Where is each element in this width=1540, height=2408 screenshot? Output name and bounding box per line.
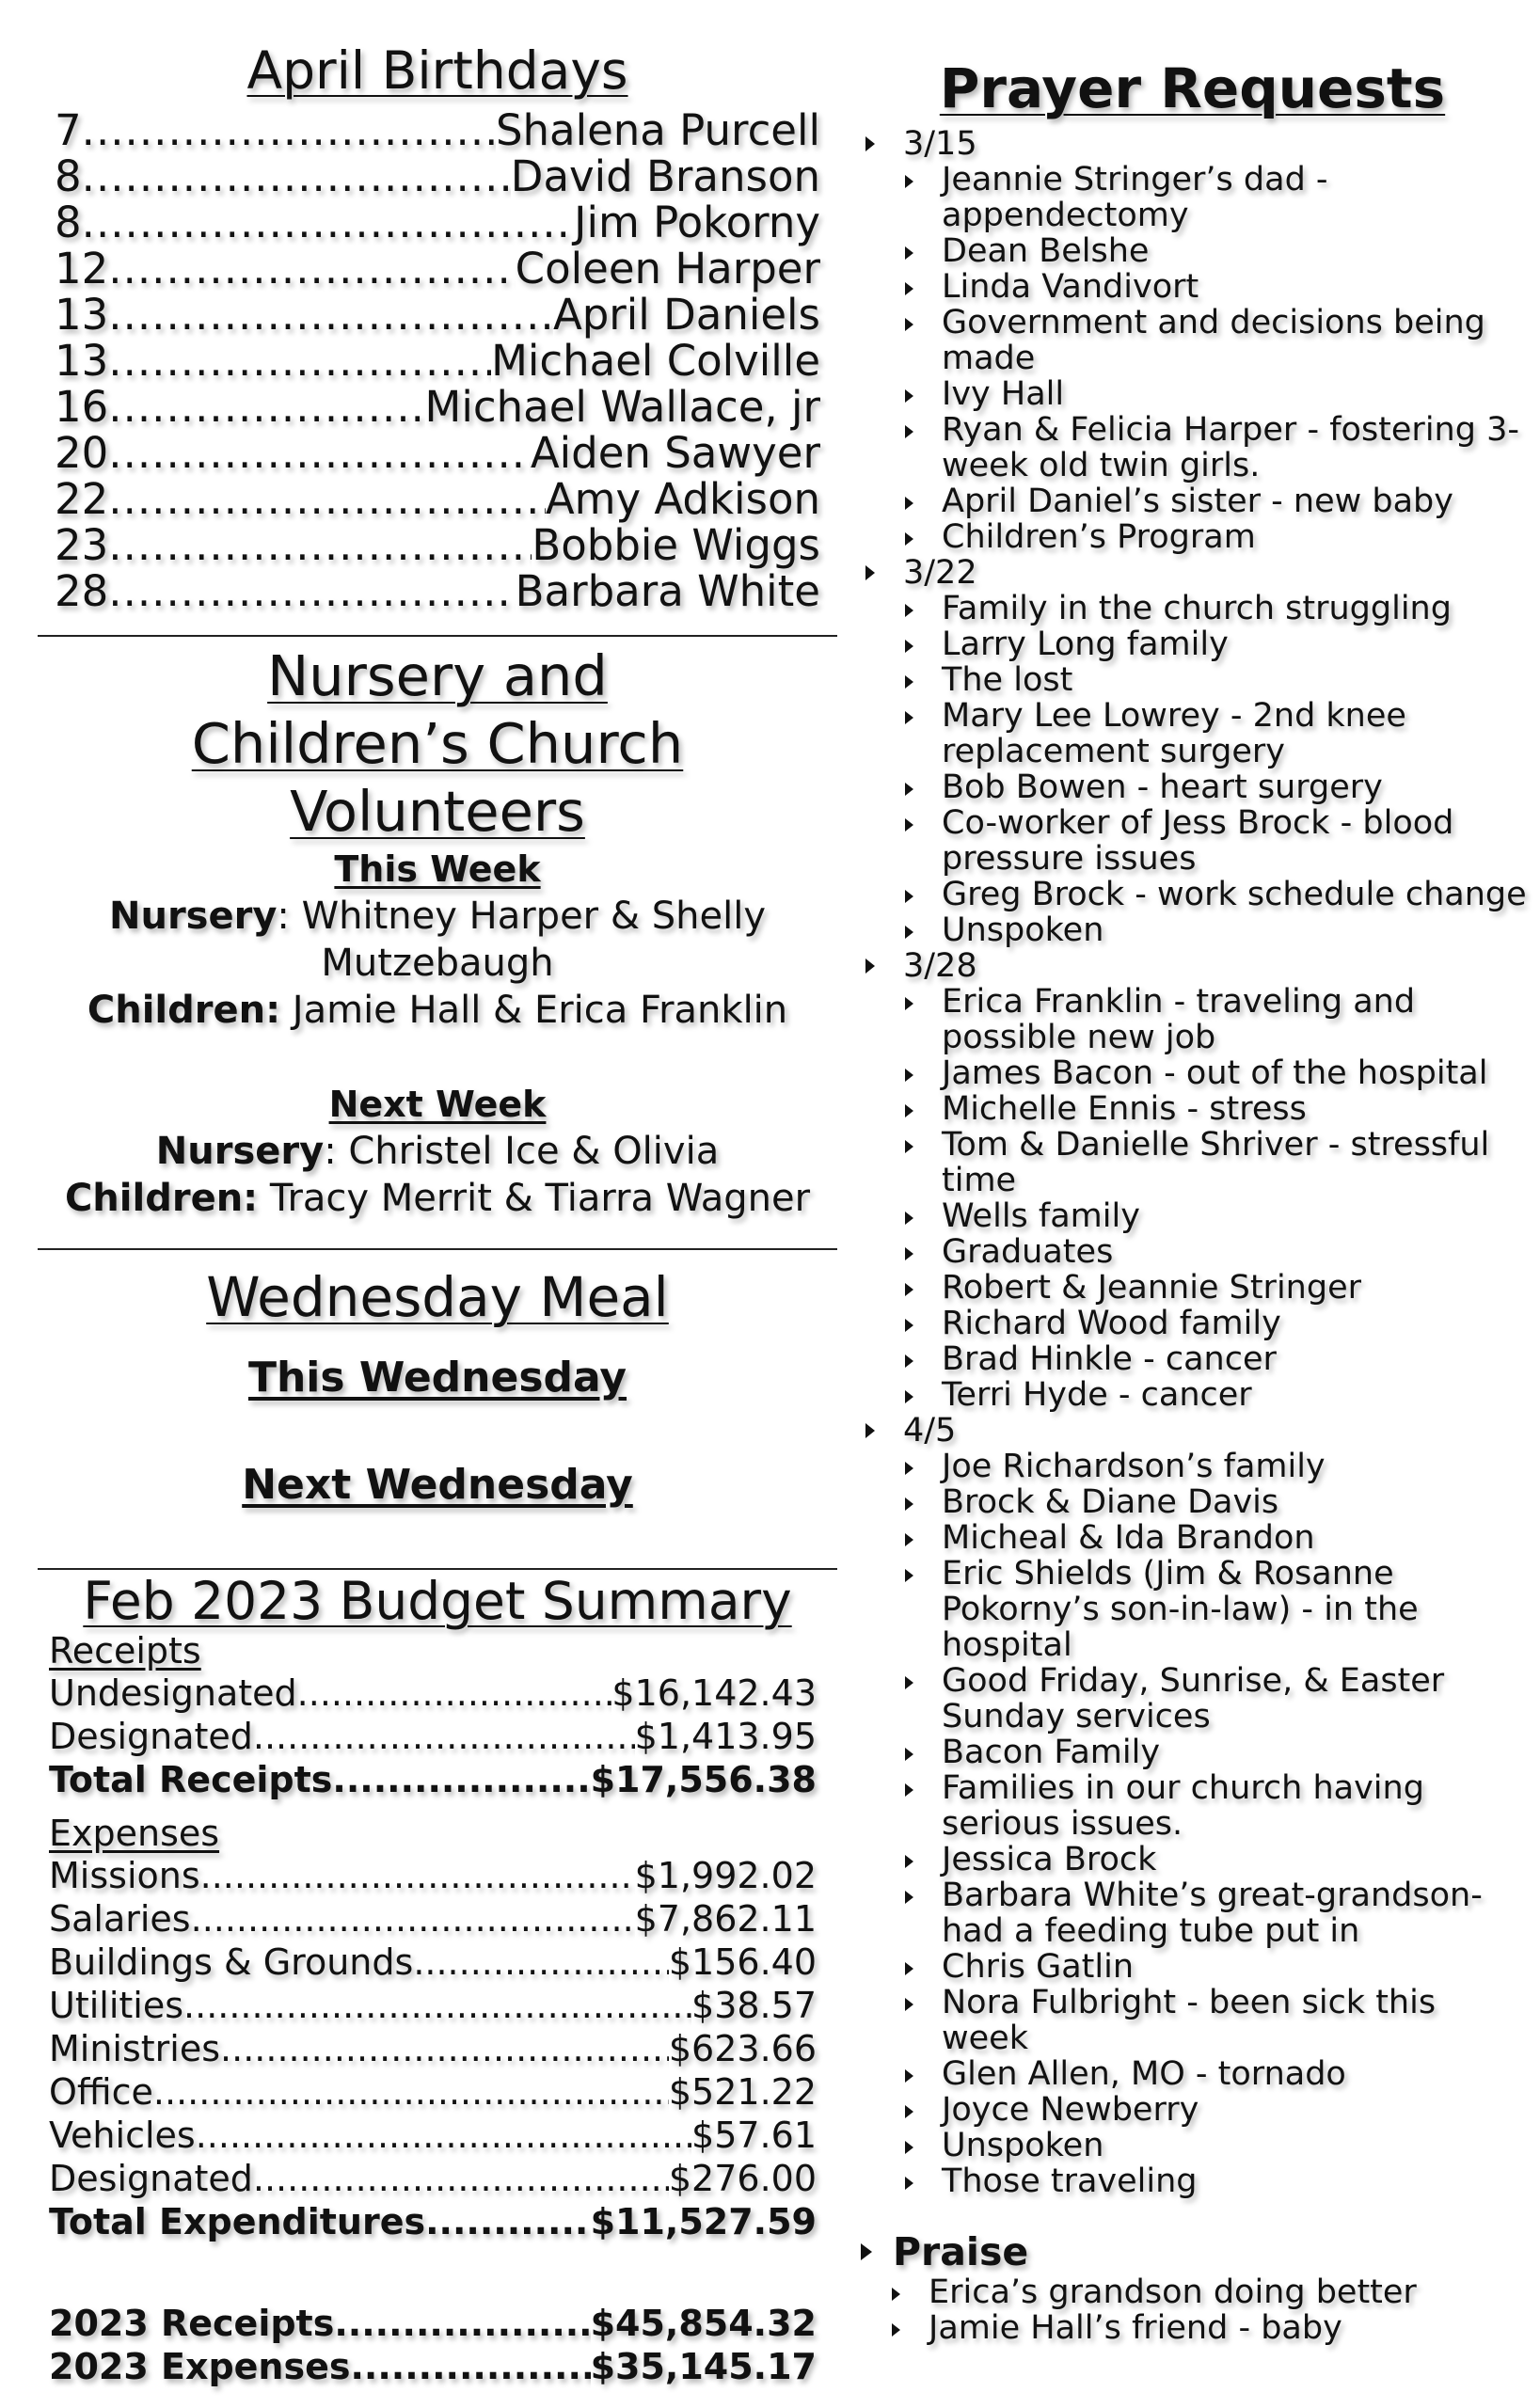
prayer-item bbox=[905, 1735, 1529, 1770]
row-label: Salaries bbox=[49, 1898, 191, 1940]
birthday-row bbox=[55, 430, 820, 476]
budget-table bbox=[38, 1630, 837, 2388]
this-week-children bbox=[38, 987, 837, 1034]
prayer-date-label: 3/28 bbox=[903, 947, 977, 985]
praise-item-text: Erica’s grandson doing better bbox=[929, 2273, 1417, 2311]
birthday-name: April Daniels bbox=[552, 290, 820, 340]
row-amount: $57.61 bbox=[691, 2115, 817, 2156]
birthday-day: 13 bbox=[55, 336, 109, 386]
prayer-list bbox=[856, 126, 1529, 2199]
birthday-name: Bobbie Wiggs bbox=[532, 520, 820, 570]
prayer-item bbox=[905, 662, 1529, 698]
prayer-item bbox=[905, 1377, 1529, 1413]
prayer-item bbox=[905, 412, 1529, 483]
total-expenditures-row bbox=[49, 2200, 817, 2243]
bullet-arrow-icon bbox=[905, 1104, 913, 1117]
children-label: Children: bbox=[64, 1177, 259, 1220]
dot-leader bbox=[82, 107, 496, 153]
bullet-arrow-icon bbox=[905, 2105, 913, 2118]
bullet-arrow-icon bbox=[905, 1998, 913, 2011]
prayer-item bbox=[905, 1091, 1529, 1127]
budget-section bbox=[38, 1570, 837, 2388]
expense-row bbox=[49, 1941, 817, 1984]
bullet-arrow-icon bbox=[905, 1748, 913, 1761]
row-amount: $45,854.32 bbox=[590, 2303, 817, 2344]
bullet-arrow-icon bbox=[865, 1423, 875, 1438]
bullet-arrow-icon bbox=[905, 783, 913, 796]
dot-leader bbox=[153, 2070, 669, 2114]
birthday-day: 16 bbox=[55, 382, 109, 432]
prayer-date-label: 3/22 bbox=[903, 554, 977, 592]
dot-leader bbox=[82, 199, 575, 246]
prayer-date bbox=[865, 126, 1529, 162]
row-amount: $623.66 bbox=[668, 2028, 817, 2069]
prayer-item bbox=[905, 912, 1529, 948]
dot-leader bbox=[108, 430, 531, 476]
row-label: Missions bbox=[49, 1855, 200, 1896]
birthday-row bbox=[55, 292, 820, 338]
dot-leader bbox=[253, 1715, 635, 1758]
row-amount: $276.00 bbox=[668, 2158, 817, 2199]
birthday-day: 8 bbox=[55, 198, 82, 247]
receipts-heading: Receipts bbox=[49, 1630, 201, 1671]
row-label: 2023 Receipts bbox=[49, 2303, 335, 2344]
receipt-row bbox=[49, 1715, 817, 1758]
prayer-item bbox=[905, 2056, 1529, 2092]
bullet-arrow-icon bbox=[905, 318, 913, 331]
bullet-arrow-icon bbox=[905, 1140, 913, 1153]
prayer-item bbox=[905, 698, 1529, 769]
birthdays-title: April Birthdays bbox=[246, 40, 628, 101]
birthday-row bbox=[55, 568, 820, 614]
row-amount: $156.40 bbox=[668, 1941, 817, 1983]
prayer-item bbox=[905, 591, 1529, 626]
birthday-row bbox=[55, 384, 820, 430]
prayer-item bbox=[905, 805, 1529, 877]
dot-leader bbox=[196, 2114, 691, 2157]
volunteers-section bbox=[38, 637, 837, 1222]
dot-leader bbox=[200, 1854, 635, 1897]
birthday-day: 8 bbox=[55, 151, 82, 201]
expense-row bbox=[49, 2070, 817, 2114]
prayer-item bbox=[905, 1556, 1529, 1663]
birthday-name: Amy Adkison bbox=[545, 474, 820, 524]
prayer-item-text: Chris Gatlin bbox=[942, 1948, 1135, 1986]
bullet-arrow-icon bbox=[905, 926, 913, 939]
prayer-item-text: Government and decisions being made bbox=[942, 304, 1485, 377]
bullet-arrow-icon bbox=[905, 2177, 913, 2190]
prayer-requests-title: Prayer Requests bbox=[939, 56, 1446, 120]
prayer-item bbox=[905, 519, 1529, 555]
prayer-item-text: Good Friday, Sunrise, & Easter Sunday services bbox=[942, 1662, 1445, 1735]
dot-leader bbox=[253, 2157, 669, 2200]
row-label: Ministries bbox=[49, 2028, 221, 2069]
bullet-arrow-icon bbox=[892, 2288, 900, 2301]
prayer-item-text: Glen Allen, MO - tornado bbox=[942, 2055, 1346, 2093]
birthday-list bbox=[38, 107, 837, 614]
prayer-requests-section bbox=[856, 55, 1529, 2199]
dot-leader bbox=[191, 1897, 635, 1941]
row-label: Total Receipts bbox=[49, 1759, 333, 1800]
prayer-item-text: Robert & Jeannie Stringer bbox=[942, 1269, 1361, 1307]
expenses-heading: Expenses bbox=[49, 1813, 220, 1854]
bullet-arrow-icon bbox=[905, 1390, 913, 1403]
row-label: Designated bbox=[49, 2158, 253, 2199]
row-amount: $1,992.02 bbox=[634, 1855, 817, 1896]
prayer-item-text: Bacon Family bbox=[942, 1734, 1161, 1771]
wednesday-meal-title: Wednesday Meal bbox=[206, 1265, 669, 1329]
this-wednesday-heading: This Wednesday bbox=[247, 1354, 627, 1402]
dot-leader bbox=[108, 338, 491, 384]
row-label: Buildings & Grounds bbox=[49, 1941, 414, 1983]
expense-row bbox=[49, 1984, 817, 2027]
prayer-item-text: Mary Lee Lowrey - 2nd knee replacement surgery bbox=[942, 697, 1406, 770]
prayer-item-text: Micheal & Ida Brandon bbox=[942, 1519, 1315, 1557]
birthday-row bbox=[55, 246, 820, 292]
prayer-item-text: The lost bbox=[942, 661, 1073, 699]
row-label: Total Expenditures bbox=[49, 2201, 426, 2242]
birthday-name: Michael Colville bbox=[491, 336, 820, 386]
children-names: Tracy Merrit & Tiarra Wagner bbox=[258, 1177, 811, 1220]
bullet-arrow-icon bbox=[905, 389, 913, 403]
children-label: Children: bbox=[87, 989, 281, 1032]
wednesday-meal-section bbox=[38, 1250, 837, 1512]
prayer-item bbox=[905, 305, 1529, 376]
row-amount: $7,862.11 bbox=[634, 1898, 817, 1940]
prayer-item-text: Michelle Ennis - stress bbox=[942, 1090, 1307, 1128]
prayer-item bbox=[905, 376, 1529, 412]
dot-leader bbox=[297, 1671, 612, 1715]
birthday-name: Aiden Sawyer bbox=[530, 428, 820, 478]
prayer-item-text: Ivy Hall bbox=[942, 375, 1065, 413]
prayer-item bbox=[905, 1198, 1529, 1234]
row-amount: $35,145.17 bbox=[590, 2346, 817, 2387]
bullet-arrow-icon bbox=[865, 958, 875, 974]
prayer-item bbox=[905, 1055, 1529, 1091]
prayer-item-text: Bob Bowen - heart surgery bbox=[942, 768, 1383, 806]
prayer-item bbox=[905, 1127, 1529, 1198]
prayer-date-label: 3/15 bbox=[903, 125, 977, 163]
bullet-arrow-icon bbox=[905, 1462, 913, 1475]
bullet-arrow-icon bbox=[905, 640, 913, 653]
bullet-arrow-icon bbox=[865, 136, 875, 151]
nursery-label: Nursery bbox=[108, 895, 278, 938]
praise-section bbox=[856, 2229, 1529, 2346]
birthday-day: 13 bbox=[55, 290, 109, 340]
prayer-item-text: Wells family bbox=[942, 1197, 1140, 1235]
bullet-arrow-icon bbox=[905, 246, 913, 260]
bullet-arrow-icon bbox=[905, 2141, 913, 2154]
prayer-item bbox=[905, 483, 1529, 519]
dot-leader bbox=[220, 2027, 669, 2070]
bullet-arrow-icon bbox=[905, 997, 913, 1010]
prayer-item-text: Unspoken bbox=[942, 911, 1104, 949]
next-week-nursery bbox=[38, 1128, 837, 1175]
prayer-item bbox=[905, 1842, 1529, 1877]
nursery-names: : Christel Ice & Olivia bbox=[324, 1130, 720, 1173]
expense-row bbox=[49, 1897, 817, 1941]
prayer-item-text: Nora Fulbright - been sick this week bbox=[942, 1984, 1437, 2057]
bullet-arrow-icon bbox=[905, 2069, 913, 2083]
bullet-arrow-icon bbox=[892, 2323, 900, 2337]
next-wednesday-heading: Next Wednesday bbox=[242, 1461, 633, 1509]
prayer-item bbox=[905, 1234, 1529, 1270]
prayer-item bbox=[905, 1306, 1529, 1341]
bullet-arrow-icon bbox=[905, 1247, 913, 1260]
prayer-item-text: Linda Vandivort bbox=[942, 268, 1199, 306]
birthdays-section bbox=[38, 38, 837, 614]
prayer-item bbox=[905, 1520, 1529, 1556]
expense-row bbox=[49, 2027, 817, 2070]
row-label: Utilities bbox=[49, 1985, 184, 2026]
birthday-day: 7 bbox=[55, 105, 82, 155]
bullet-arrow-icon bbox=[905, 1891, 913, 1904]
prayer-item-text: Children’s Program bbox=[942, 518, 1256, 556]
volunteers-title: Nursery and Children’s Church Volunteers bbox=[191, 643, 684, 844]
prayer-item bbox=[905, 1985, 1529, 2056]
bullet-arrow-icon bbox=[905, 675, 913, 689]
birthday-day: 22 bbox=[55, 474, 109, 524]
prayer-item bbox=[905, 162, 1529, 233]
prayer-item bbox=[905, 1484, 1529, 1520]
prayer-item-text: Dean Belshe bbox=[942, 232, 1150, 270]
prayer-item-text: Ryan & Felicia Harper - fostering 3-week old twin girls. bbox=[942, 411, 1519, 484]
prayer-item bbox=[905, 1270, 1529, 1306]
birthday-day: 28 bbox=[55, 566, 109, 616]
praise-title: Praise bbox=[893, 2229, 1029, 2274]
bullet-arrow-icon bbox=[905, 604, 913, 617]
prayer-item bbox=[905, 1663, 1529, 1735]
praise-list bbox=[856, 2274, 1529, 2346]
prayer-item bbox=[905, 269, 1529, 305]
row-label: 2023 Expenses bbox=[49, 2346, 351, 2387]
birthday-name: Barbara White bbox=[515, 566, 820, 616]
prayer-item bbox=[905, 877, 1529, 912]
row-amount: $16,142.43 bbox=[611, 1672, 817, 1714]
prayer-item-text: Graduates bbox=[942, 1233, 1114, 1271]
bullet-arrow-icon bbox=[905, 890, 913, 903]
row-amount: $1,413.95 bbox=[634, 1716, 817, 1757]
next-week-children bbox=[38, 1175, 837, 1222]
row-amount: $17,556.38 bbox=[590, 1759, 817, 1800]
dot-leader bbox=[82, 153, 511, 199]
birthday-row bbox=[55, 522, 820, 568]
prayer-item-text: Larry Long family bbox=[942, 626, 1229, 663]
dot-leader bbox=[108, 246, 515, 292]
expense-row bbox=[49, 2157, 817, 2200]
bullet-arrow-icon bbox=[905, 1569, 913, 1582]
birthday-name: Coleen Harper bbox=[515, 244, 820, 293]
ytd-receipts-row bbox=[49, 2302, 817, 2345]
nursery-label: Nursery bbox=[155, 1130, 325, 1173]
bullet-arrow-icon bbox=[905, 175, 913, 188]
dot-leader bbox=[108, 522, 532, 568]
bullet-arrow-icon bbox=[905, 282, 913, 295]
prayer-item bbox=[905, 1877, 1529, 1949]
birthday-name: David Branson bbox=[510, 151, 820, 201]
receipt-row bbox=[49, 1671, 817, 1715]
birthday-row bbox=[55, 107, 820, 153]
prayer-item bbox=[905, 233, 1529, 269]
dot-leader bbox=[413, 1941, 669, 1984]
bullet-arrow-icon bbox=[905, 1497, 913, 1511]
dot-leader bbox=[183, 1984, 691, 2027]
row-amount: $38.57 bbox=[691, 1985, 817, 2026]
prayer-item-text: Family in the church struggling bbox=[942, 590, 1452, 627]
birthday-day: 20 bbox=[55, 428, 109, 478]
expense-row bbox=[49, 2114, 817, 2157]
ytd-expenses-row bbox=[49, 2345, 817, 2388]
row-label: Vehicles bbox=[49, 2115, 196, 2156]
prayer-item-text: Terri Hyde - cancer bbox=[942, 1376, 1252, 1414]
bullet-arrow-icon bbox=[905, 1319, 913, 1332]
expense-row bbox=[49, 1854, 817, 1897]
prayer-item bbox=[905, 1341, 1529, 1377]
bullet-arrow-icon bbox=[905, 1283, 913, 1296]
row-label: Undesignated bbox=[49, 1672, 297, 1714]
dot-leader bbox=[108, 568, 515, 614]
bullet-arrow-icon bbox=[905, 1212, 913, 1225]
this-week-nursery bbox=[108, 893, 767, 987]
praise-item-text: Jamie Hall’s friend - baby bbox=[929, 2309, 1342, 2347]
nursery-names: : Whitney Harper & Shelly Mutzebaugh bbox=[277, 895, 766, 985]
prayer-item bbox=[905, 2163, 1529, 2199]
dot-leader bbox=[108, 476, 546, 522]
prayer-item bbox=[905, 1449, 1529, 1484]
bullet-arrow-icon bbox=[905, 1676, 913, 1689]
prayer-item-text: Barbara White’s great-grandson- had a feeding tube put in bbox=[942, 1877, 1483, 1950]
prayer-item-text: Families in our church having serious issues. bbox=[942, 1769, 1424, 1843]
prayer-item-text: Brad Hinkle - cancer bbox=[942, 1340, 1277, 1378]
bullet-arrow-icon bbox=[865, 565, 875, 580]
birthday-row bbox=[55, 338, 820, 384]
prayer-date bbox=[865, 1413, 1529, 1449]
prayer-item-text: Unspoken bbox=[942, 2127, 1104, 2164]
prayer-item bbox=[905, 2092, 1529, 2128]
prayer-item-text: Tom & Danielle Shriver - stressful time bbox=[942, 1126, 1490, 1199]
prayer-item bbox=[905, 2128, 1529, 2163]
prayer-item-text: Those traveling bbox=[942, 2162, 1198, 2200]
prayer-date-label: 4/5 bbox=[903, 1412, 957, 1450]
birthday-day: 12 bbox=[55, 244, 109, 293]
praise-item bbox=[892, 2310, 1529, 2346]
dot-leader bbox=[108, 384, 424, 430]
bullet-arrow-icon bbox=[905, 1069, 913, 1082]
birthday-day: 23 bbox=[55, 520, 109, 570]
row-label: Designated bbox=[49, 1716, 253, 1757]
birthday-row bbox=[55, 153, 820, 199]
bullet-arrow-icon bbox=[905, 1354, 913, 1368]
praise-item bbox=[892, 2274, 1529, 2310]
row-amount: $11,527.59 bbox=[590, 2201, 817, 2242]
bullet-arrow-icon bbox=[905, 1962, 913, 1975]
row-label: Office bbox=[49, 2071, 153, 2113]
birthday-row bbox=[55, 476, 820, 522]
prayer-date bbox=[865, 948, 1529, 984]
prayer-item-text: Jeannie Stringer’s dad - appendectomy bbox=[942, 161, 1328, 234]
bullet-arrow-icon bbox=[905, 818, 913, 832]
next-week-heading: Next Week bbox=[328, 1084, 547, 1125]
bullet-arrow-icon bbox=[905, 1533, 913, 1546]
left-column bbox=[38, 38, 837, 2388]
budget-title: Feb 2023 Budget Summary bbox=[83, 1571, 792, 1631]
prayer-item bbox=[905, 626, 1529, 662]
this-week-heading: This Week bbox=[334, 848, 541, 890]
prayer-item bbox=[905, 984, 1529, 1055]
prayer-item-text: Joe Richardson’s family bbox=[942, 1448, 1326, 1485]
prayer-item-text: Greg Brock - work schedule change bbox=[942, 876, 1527, 913]
bullet-arrow-icon bbox=[861, 2243, 872, 2260]
birthday-name: Michael Wallace, jr bbox=[424, 382, 820, 432]
prayer-item-text: Richard Wood family bbox=[942, 1305, 1281, 1342]
prayer-item-text: Eric Shields (Jim & Rosanne Pokorny’s son-in-law) - in the hospital bbox=[942, 1555, 1419, 1664]
prayer-item-text: Erica Franklin - traveling and possible new job bbox=[942, 983, 1416, 1056]
bullet-arrow-icon bbox=[905, 1783, 913, 1797]
bullet-arrow-icon bbox=[905, 425, 913, 438]
prayer-item bbox=[905, 1949, 1529, 1985]
bullet-arrow-icon bbox=[905, 1855, 913, 1868]
birthday-row bbox=[55, 199, 820, 246]
prayer-item-text: April Daniel’s sister - new baby bbox=[942, 483, 1453, 520]
prayer-item-text: James Bacon - out of the hospital bbox=[942, 1054, 1488, 1092]
prayer-item bbox=[905, 769, 1529, 805]
prayer-date bbox=[865, 555, 1529, 591]
prayer-item-text: Brock & Diane Davis bbox=[942, 1483, 1279, 1521]
prayer-item-text: Co-worker of Jess Brock - blood pressure issues bbox=[942, 804, 1454, 878]
prayer-item-text: Joyce Newberry bbox=[942, 2091, 1199, 2129]
bullet-arrow-icon bbox=[905, 532, 913, 546]
praise-heading bbox=[856, 2229, 1529, 2274]
bullet-arrow-icon bbox=[905, 497, 913, 510]
total-receipts-row bbox=[49, 1758, 817, 1801]
children-names: Jamie Hall & Erica Franklin bbox=[280, 989, 788, 1032]
dot-leader bbox=[108, 292, 553, 338]
prayer-item bbox=[905, 1770, 1529, 1842]
prayer-item-text: Jessica Brock bbox=[942, 1841, 1157, 1878]
birthday-name: Jim Pokorny bbox=[574, 198, 820, 247]
row-amount: $521.22 bbox=[668, 2071, 817, 2113]
bullet-arrow-icon bbox=[905, 711, 913, 724]
birthday-name: Shalena Purcell bbox=[495, 105, 820, 155]
